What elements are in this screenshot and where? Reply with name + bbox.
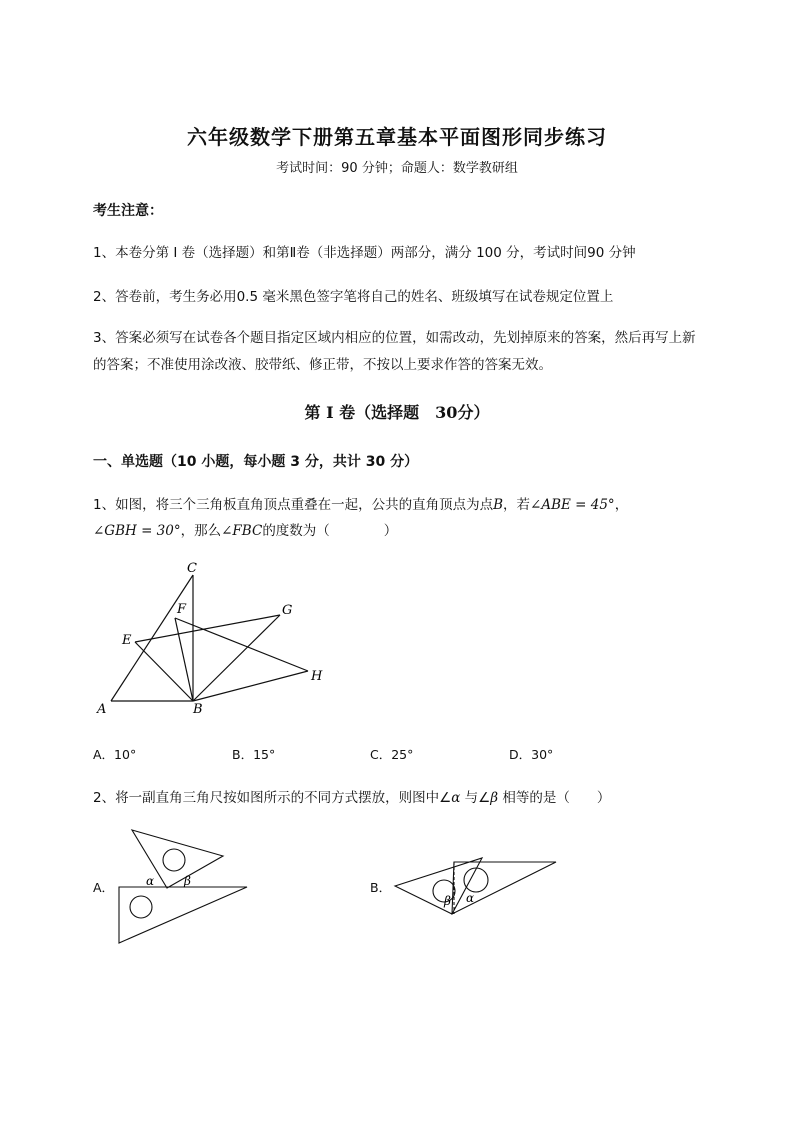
label-b: B bbox=[193, 702, 203, 717]
q2-text-a: 2、将一副直角三角尺按如图所示的不同方式摆放，则图中∠ bbox=[93, 790, 452, 806]
q2a-alpha-label: α bbox=[146, 874, 155, 888]
q2-option-a[interactable]: A． bbox=[93, 880, 115, 895]
label-f: F bbox=[177, 602, 187, 617]
q2-option-b[interactable]: B． bbox=[370, 880, 392, 895]
notice-item-3-cont: 的答案；不准使用涂改液、胶带纸、修正带，不按以上要求作答的答案无效。 bbox=[93, 357, 552, 373]
label-c: C bbox=[187, 561, 197, 576]
q1-text-a: 1、如图，将三个三角板直角顶点重叠在一起，公共的直角顶点为点 bbox=[93, 497, 494, 513]
label-g: G bbox=[282, 603, 293, 618]
q2a-upper-circle bbox=[163, 849, 185, 871]
q2a-beta-label: β bbox=[184, 874, 191, 888]
notice-heading: 考生注意： bbox=[93, 203, 163, 219]
q1-option-c[interactable]: C．25° bbox=[370, 747, 414, 762]
q2-text-b: 与∠ bbox=[460, 790, 491, 806]
exam-subtitle: 考试时间：90 分钟；命题人：数学教研组 bbox=[276, 161, 518, 176]
q1-figure bbox=[80, 555, 340, 725]
line-eb bbox=[135, 642, 193, 701]
label-a: A bbox=[97, 702, 107, 717]
q2-text-c: 相等的是（ ） bbox=[498, 790, 611, 806]
line-gb bbox=[193, 615, 280, 701]
q1-option-a[interactable]: A．10° bbox=[93, 747, 137, 762]
q1-text-b: ，若 bbox=[503, 497, 531, 513]
q1-text-d: ，那么 bbox=[180, 523, 222, 539]
q2-alpha: α bbox=[451, 790, 461, 806]
label-e: E bbox=[122, 633, 132, 648]
q2-figure-a bbox=[110, 822, 250, 952]
line-fh bbox=[175, 618, 308, 671]
label-h: H bbox=[311, 669, 323, 684]
q2a-lower-triangle bbox=[119, 887, 247, 943]
q1-option-b[interactable]: B．15° bbox=[232, 747, 276, 762]
notice-item-2: 2、答卷前，考生务必用0.5 毫米黑色签字笔将自己的姓名、班级填写在试卷规定位置上 bbox=[93, 289, 614, 305]
line-hb bbox=[193, 671, 308, 701]
q2b-right-circle bbox=[464, 868, 488, 892]
notice-item-3: 3、答案必须写在试卷各个题目指定区域内相应的位置，如需改动，先划掉原来的答案，然后再写上新 bbox=[93, 330, 696, 346]
page-title: 六年级数学下册第五章基本平面图形同步练习 bbox=[187, 125, 607, 149]
section-title: 第 I 卷（选择题 30分） bbox=[304, 403, 490, 422]
q1-point-b: B bbox=[493, 497, 504, 513]
q2-figure-b bbox=[390, 850, 565, 930]
q1-angle-gbh: ∠GBH = 30° bbox=[93, 523, 181, 539]
line-fb bbox=[175, 618, 193, 701]
q2b-beta-label: β bbox=[444, 894, 451, 908]
q1-text-e: 的度数为（ ） bbox=[262, 523, 398, 539]
q1-line-2 bbox=[93, 519, 397, 539]
q1-text-c: ， bbox=[614, 497, 629, 513]
line-eg bbox=[135, 615, 280, 642]
q2b-alpha-label: α bbox=[466, 891, 475, 905]
q2a-lower-circle bbox=[130, 896, 152, 918]
notice-item-1: 1、本卷分第 I 卷（选择题）和第Ⅱ卷（非选择题）两部分，满分 100 分，考试时间90 分钟 bbox=[93, 245, 636, 261]
q1-line-1 bbox=[93, 493, 628, 513]
q2-beta: β bbox=[490, 790, 499, 806]
q2-text bbox=[93, 786, 610, 806]
part-title: 一、单选题（10 小题，每小题 3 分，共计 30 分） bbox=[93, 454, 419, 470]
q1-angle-fbc: ∠FBC bbox=[221, 523, 263, 539]
q1-angle-abe: ∠ABE = 45° bbox=[530, 497, 615, 513]
q1-option-d[interactable]: D．30° bbox=[509, 747, 554, 762]
